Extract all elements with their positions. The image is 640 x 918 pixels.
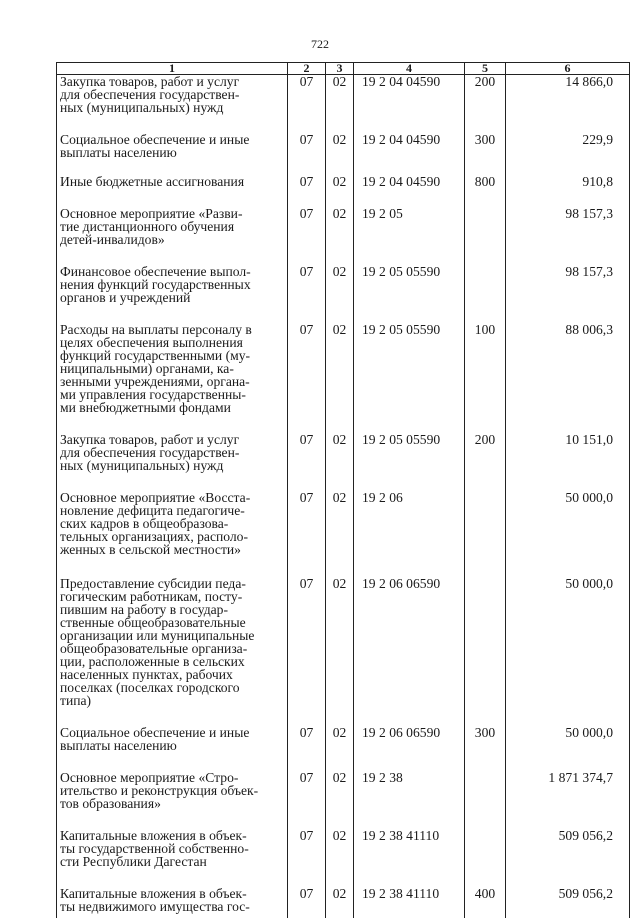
- row-article-cell: 19 2 05 05590: [354, 433, 465, 472]
- spacer-cell: [57, 707, 288, 726]
- row-name-line: ми внебюджетными фондами: [60, 401, 284, 414]
- row-name-line: Основное мероприятие «Разви-: [60, 207, 284, 220]
- row-name-cell: [57, 175, 288, 188]
- spacer-cell: [465, 304, 506, 323]
- row-subsection-cell: 02: [326, 175, 354, 188]
- row-amount-cell: 229,9: [506, 133, 630, 159]
- spacer-cell: [465, 868, 506, 887]
- row-article-cell: 19 2 04 04590: [354, 175, 465, 188]
- row-subsection-cell: 02: [326, 577, 354, 707]
- row-article-cell: 19 2 05: [354, 207, 465, 246]
- row-name-line: Предоставление субсидии педа-: [60, 577, 284, 590]
- spacer-cell: [57, 188, 288, 207]
- spacer-cell: [326, 868, 354, 887]
- row-name-cell: [57, 771, 288, 810]
- spacer-cell: [465, 472, 506, 491]
- row-name-line: ми управления государственны-: [60, 388, 284, 401]
- row-article-cell: 19 2 38 41110: [354, 887, 465, 913]
- row-name-line: Закупка товаров, работ и услуг: [60, 75, 284, 88]
- spacer-cell: [288, 304, 326, 323]
- spacer-cell: [288, 913, 326, 918]
- row-section-cell: 07: [288, 829, 326, 868]
- row-subsection-cell: 02: [326, 133, 354, 159]
- row-expense-type-cell: [465, 491, 506, 556]
- row-name-cell: [57, 133, 288, 159]
- spacer-cell: [326, 752, 354, 771]
- row-section-cell: 07: [288, 75, 326, 115]
- row-spacer: [57, 114, 630, 133]
- spacer-cell: [288, 472, 326, 491]
- spacer-cell: [288, 752, 326, 771]
- spacer-cell: [288, 414, 326, 433]
- table-row: [57, 175, 630, 188]
- spacer-cell: [465, 810, 506, 829]
- row-name-line: общеобразовательные организа-: [60, 642, 284, 655]
- table-body: [57, 75, 630, 918]
- row-expense-type-cell: 800: [465, 175, 506, 188]
- spacer-cell: [326, 414, 354, 433]
- row-spacer: [57, 188, 630, 207]
- table-row: [57, 726, 630, 752]
- row-name-line: целях обеспечения выполнения: [60, 336, 284, 349]
- row-name-line: ниципальными) органами, ка-: [60, 362, 284, 375]
- row-article-cell: 19 2 05 05590: [354, 265, 465, 304]
- spacer-cell: [57, 913, 288, 918]
- spacer-cell: [57, 114, 288, 133]
- row-name-line: тов образования»: [60, 797, 284, 810]
- table-row: [57, 265, 630, 304]
- spacer-cell: [465, 159, 506, 175]
- row-name-line: тельных организациях, располо-: [60, 530, 284, 543]
- row-subsection-cell: 02: [326, 726, 354, 752]
- row-subsection-cell: 02: [326, 433, 354, 472]
- row-name-cell: [57, 433, 288, 472]
- row-spacer: [57, 304, 630, 323]
- row-expense-type-cell: 400: [465, 887, 506, 913]
- row-name-line: населенных пунктах, рабочих: [60, 668, 284, 681]
- spacer-cell: [326, 913, 354, 918]
- row-article-cell: 19 2 38 41110: [354, 829, 465, 868]
- spacer-cell: [57, 246, 288, 265]
- row-spacer: [57, 159, 630, 175]
- row-expense-type-cell: [465, 771, 506, 810]
- row-spacer: [57, 556, 630, 577]
- row-spacer: [57, 414, 630, 433]
- row-name-line: ных (муниципальных) нужд: [60, 459, 284, 472]
- spacer-cell: [354, 114, 465, 133]
- table-row: [57, 771, 630, 810]
- row-name-line: зенными учреждениями, органа-: [60, 375, 284, 388]
- row-name-line: Основное мероприятие «Восста-: [60, 491, 284, 504]
- row-amount-cell: 98 157,3: [506, 207, 630, 246]
- spacer-cell: [465, 188, 506, 207]
- row-name-line: ных (муниципальных) нужд: [60, 101, 284, 114]
- row-subsection-cell: 02: [326, 771, 354, 810]
- row-name-line: Закупка товаров, работ и услуг: [60, 433, 284, 446]
- row-amount-cell: 14 866,0: [506, 75, 630, 115]
- spacer-cell: [326, 246, 354, 265]
- row-section-cell: 07: [288, 323, 326, 414]
- spacer-cell: [326, 707, 354, 726]
- spacer-cell: [288, 868, 326, 887]
- row-expense-type-cell: [465, 577, 506, 707]
- spacer-cell: [288, 114, 326, 133]
- row-name-cell: [57, 577, 288, 707]
- spacer-cell: [354, 472, 465, 491]
- row-amount-cell: 509 056,2: [506, 829, 630, 868]
- row-name-line: тие дистанционного обучения: [60, 220, 284, 233]
- spacer-cell: [354, 159, 465, 175]
- row-article-cell: 19 2 04 04590: [354, 133, 465, 159]
- row-name-cell: [57, 491, 288, 556]
- row-name-line: женных в сельской местности»: [60, 543, 284, 556]
- row-article-cell: 19 2 04 04590: [354, 75, 465, 115]
- spacer-cell: [354, 752, 465, 771]
- spacer-cell: [288, 188, 326, 207]
- row-name-line: для обеспечения государствен-: [60, 88, 284, 101]
- row-subsection-cell: 02: [326, 491, 354, 556]
- row-name-line: ительство и реконструкция объек-: [60, 784, 284, 797]
- spacer-cell: [326, 810, 354, 829]
- spacer-cell: [506, 304, 630, 323]
- table-row: [57, 829, 630, 868]
- spacer-cell: [326, 188, 354, 207]
- row-name-line: выплаты населению: [60, 739, 284, 752]
- row-section-cell: 07: [288, 771, 326, 810]
- row-article-cell: 19 2 06: [354, 491, 465, 556]
- spacer-cell: [506, 913, 630, 918]
- column-header-article: 4: [354, 63, 465, 75]
- column-header-row: [57, 63, 630, 75]
- row-name-cell: [57, 726, 288, 752]
- spacer-cell: [465, 707, 506, 726]
- table-row: [57, 207, 630, 246]
- spacer-cell: [326, 472, 354, 491]
- spacer-cell: [354, 246, 465, 265]
- spacer-cell: [57, 556, 288, 577]
- row-name-cell: [57, 887, 288, 913]
- row-name-line: для обеспечения государствен-: [60, 446, 284, 459]
- row-expense-type-cell: 200: [465, 75, 506, 115]
- row-subsection-cell: 02: [326, 265, 354, 304]
- row-amount-cell: 50 000,0: [506, 577, 630, 707]
- row-name-line: выплаты населению: [60, 146, 284, 159]
- row-expense-type-cell: [465, 265, 506, 304]
- row-subsection-cell: 02: [326, 887, 354, 913]
- row-name-line: Иные бюджетные ассигнования: [60, 175, 284, 188]
- column-header-section: 2: [288, 63, 326, 75]
- row-amount-cell: 50 000,0: [506, 491, 630, 556]
- row-name-cell: [57, 829, 288, 868]
- spacer-cell: [506, 556, 630, 577]
- spacer-cell: [506, 472, 630, 491]
- table-row: [57, 491, 630, 556]
- page-number: 722: [0, 37, 640, 52]
- column-header-expense-type: 5: [465, 63, 506, 75]
- row-name-line: Финансовое обеспечение выпол-: [60, 265, 284, 278]
- row-article-cell: 19 2 06 06590: [354, 726, 465, 752]
- row-expense-type-cell: 200: [465, 433, 506, 472]
- row-name-line: новление дефицита педагогиче-: [60, 504, 284, 517]
- spacer-cell: [506, 188, 630, 207]
- table-row: [57, 577, 630, 707]
- column-header-name: 1: [57, 63, 288, 75]
- row-name-cell: [57, 323, 288, 414]
- spacer-cell: [326, 159, 354, 175]
- spacer-cell: [288, 707, 326, 726]
- row-name-line: ции, расположенные в сельских: [60, 655, 284, 668]
- table-row: [57, 323, 630, 414]
- row-amount-cell: 910,8: [506, 175, 630, 188]
- row-section-cell: 07: [288, 577, 326, 707]
- row-section-cell: 07: [288, 265, 326, 304]
- row-name-line: организации или муниципальные: [60, 629, 284, 642]
- row-expense-type-cell: 300: [465, 133, 506, 159]
- row-spacer: [57, 707, 630, 726]
- row-name-line: Социальное обеспечение и иные: [60, 726, 284, 739]
- table-row: [57, 433, 630, 472]
- spacer-cell: [354, 913, 465, 918]
- spacer-cell: [57, 304, 288, 323]
- spacer-cell: [506, 246, 630, 265]
- row-name-line: поселках (поселках городского: [60, 681, 284, 694]
- row-section-cell: 07: [288, 887, 326, 913]
- spacer-cell: [465, 913, 506, 918]
- row-name-line: пившим на работу в государ-: [60, 603, 284, 616]
- spacer-cell: [354, 707, 465, 726]
- spacer-cell: [506, 868, 630, 887]
- row-article-cell: 19 2 38: [354, 771, 465, 810]
- spacer-cell: [288, 159, 326, 175]
- row-section-cell: 07: [288, 491, 326, 556]
- row-name-line: Социальное обеспечение и иные: [60, 133, 284, 146]
- row-name-line: гогическим работникам, посту-: [60, 590, 284, 603]
- spacer-cell: [326, 304, 354, 323]
- row-spacer: [57, 913, 630, 918]
- spacer-cell: [57, 752, 288, 771]
- spacer-cell: [465, 556, 506, 577]
- column-header-subsection: 3: [326, 63, 354, 75]
- spacer-cell: [354, 810, 465, 829]
- spacer-cell: [288, 810, 326, 829]
- row-section-cell: 07: [288, 726, 326, 752]
- row-amount-cell: 50 000,0: [506, 726, 630, 752]
- table-row: [57, 75, 630, 115]
- row-name-line: Основное мероприятие «Стро-: [60, 771, 284, 784]
- row-subsection-cell: 02: [326, 207, 354, 246]
- spacer-cell: [288, 556, 326, 577]
- row-amount-cell: 98 157,3: [506, 265, 630, 304]
- row-amount-cell: 10 151,0: [506, 433, 630, 472]
- spacer-cell: [354, 304, 465, 323]
- row-amount-cell: 88 006,3: [506, 323, 630, 414]
- row-subsection-cell: 02: [326, 75, 354, 115]
- spacer-cell: [506, 752, 630, 771]
- spacer-cell: [465, 414, 506, 433]
- spacer-cell: [354, 188, 465, 207]
- row-section-cell: 07: [288, 207, 326, 246]
- row-subsection-cell: 02: [326, 829, 354, 868]
- row-name-line: ственные общеобразовательные: [60, 616, 284, 629]
- budget-table: [56, 62, 630, 918]
- row-name-line: функций государственными (му-: [60, 349, 284, 362]
- spacer-cell: [506, 810, 630, 829]
- row-subsection-cell: 02: [326, 323, 354, 414]
- row-article-cell: 19 2 06 06590: [354, 577, 465, 707]
- table-row: [57, 887, 630, 913]
- row-name-line: Расходы на выплаты персоналу в: [60, 323, 284, 336]
- row-amount-cell: 509 056,2: [506, 887, 630, 913]
- row-name-line: ты государственной собственно-: [60, 842, 284, 855]
- row-expense-type-cell: [465, 207, 506, 246]
- spacer-cell: [57, 414, 288, 433]
- row-spacer: [57, 810, 630, 829]
- column-header-amount: 6: [506, 63, 630, 75]
- row-name-cell: [57, 265, 288, 304]
- row-article-cell: 19 2 05 05590: [354, 323, 465, 414]
- row-spacer: [57, 246, 630, 265]
- row-name-line: нения функций государственных: [60, 278, 284, 291]
- spacer-cell: [465, 246, 506, 265]
- spacer-cell: [288, 246, 326, 265]
- row-amount-cell: 1 871 374,7: [506, 771, 630, 810]
- spacer-cell: [465, 114, 506, 133]
- row-name-line: Капитальные вложения в объек-: [60, 829, 284, 842]
- row-name-line: ских кадров в общеобразова-: [60, 517, 284, 530]
- spacer-cell: [57, 868, 288, 887]
- spacer-cell: [57, 472, 288, 491]
- table-row: [57, 133, 630, 159]
- spacer-cell: [57, 159, 288, 175]
- spacer-cell: [354, 868, 465, 887]
- row-name-cell: [57, 75, 288, 115]
- row-name-line: сти Республики Дагестан: [60, 855, 284, 868]
- spacer-cell: [326, 114, 354, 133]
- row-section-cell: 07: [288, 133, 326, 159]
- row-expense-type-cell: [465, 829, 506, 868]
- row-name-cell: [57, 207, 288, 246]
- row-name-line: органов и учреждений: [60, 291, 284, 304]
- spacer-cell: [506, 707, 630, 726]
- spacer-cell: [354, 414, 465, 433]
- spacer-cell: [354, 556, 465, 577]
- row-name-line: Капитальные вложения в объек-: [60, 887, 284, 900]
- row-name-line: типа): [60, 694, 284, 707]
- spacer-cell: [326, 556, 354, 577]
- row-spacer: [57, 472, 630, 491]
- spacer-cell: [506, 114, 630, 133]
- row-section-cell: 07: [288, 433, 326, 472]
- row-section-cell: 07: [288, 175, 326, 188]
- row-expense-type-cell: 100: [465, 323, 506, 414]
- row-name-line: ты недвижимого имущества гос-: [60, 900, 284, 913]
- row-name-line: детей-инвалидов»: [60, 233, 284, 246]
- spacer-cell: [465, 752, 506, 771]
- row-expense-type-cell: 300: [465, 726, 506, 752]
- row-spacer: [57, 752, 630, 771]
- spacer-cell: [506, 414, 630, 433]
- spacer-cell: [506, 159, 630, 175]
- row-spacer: [57, 868, 630, 887]
- spacer-cell: [57, 810, 288, 829]
